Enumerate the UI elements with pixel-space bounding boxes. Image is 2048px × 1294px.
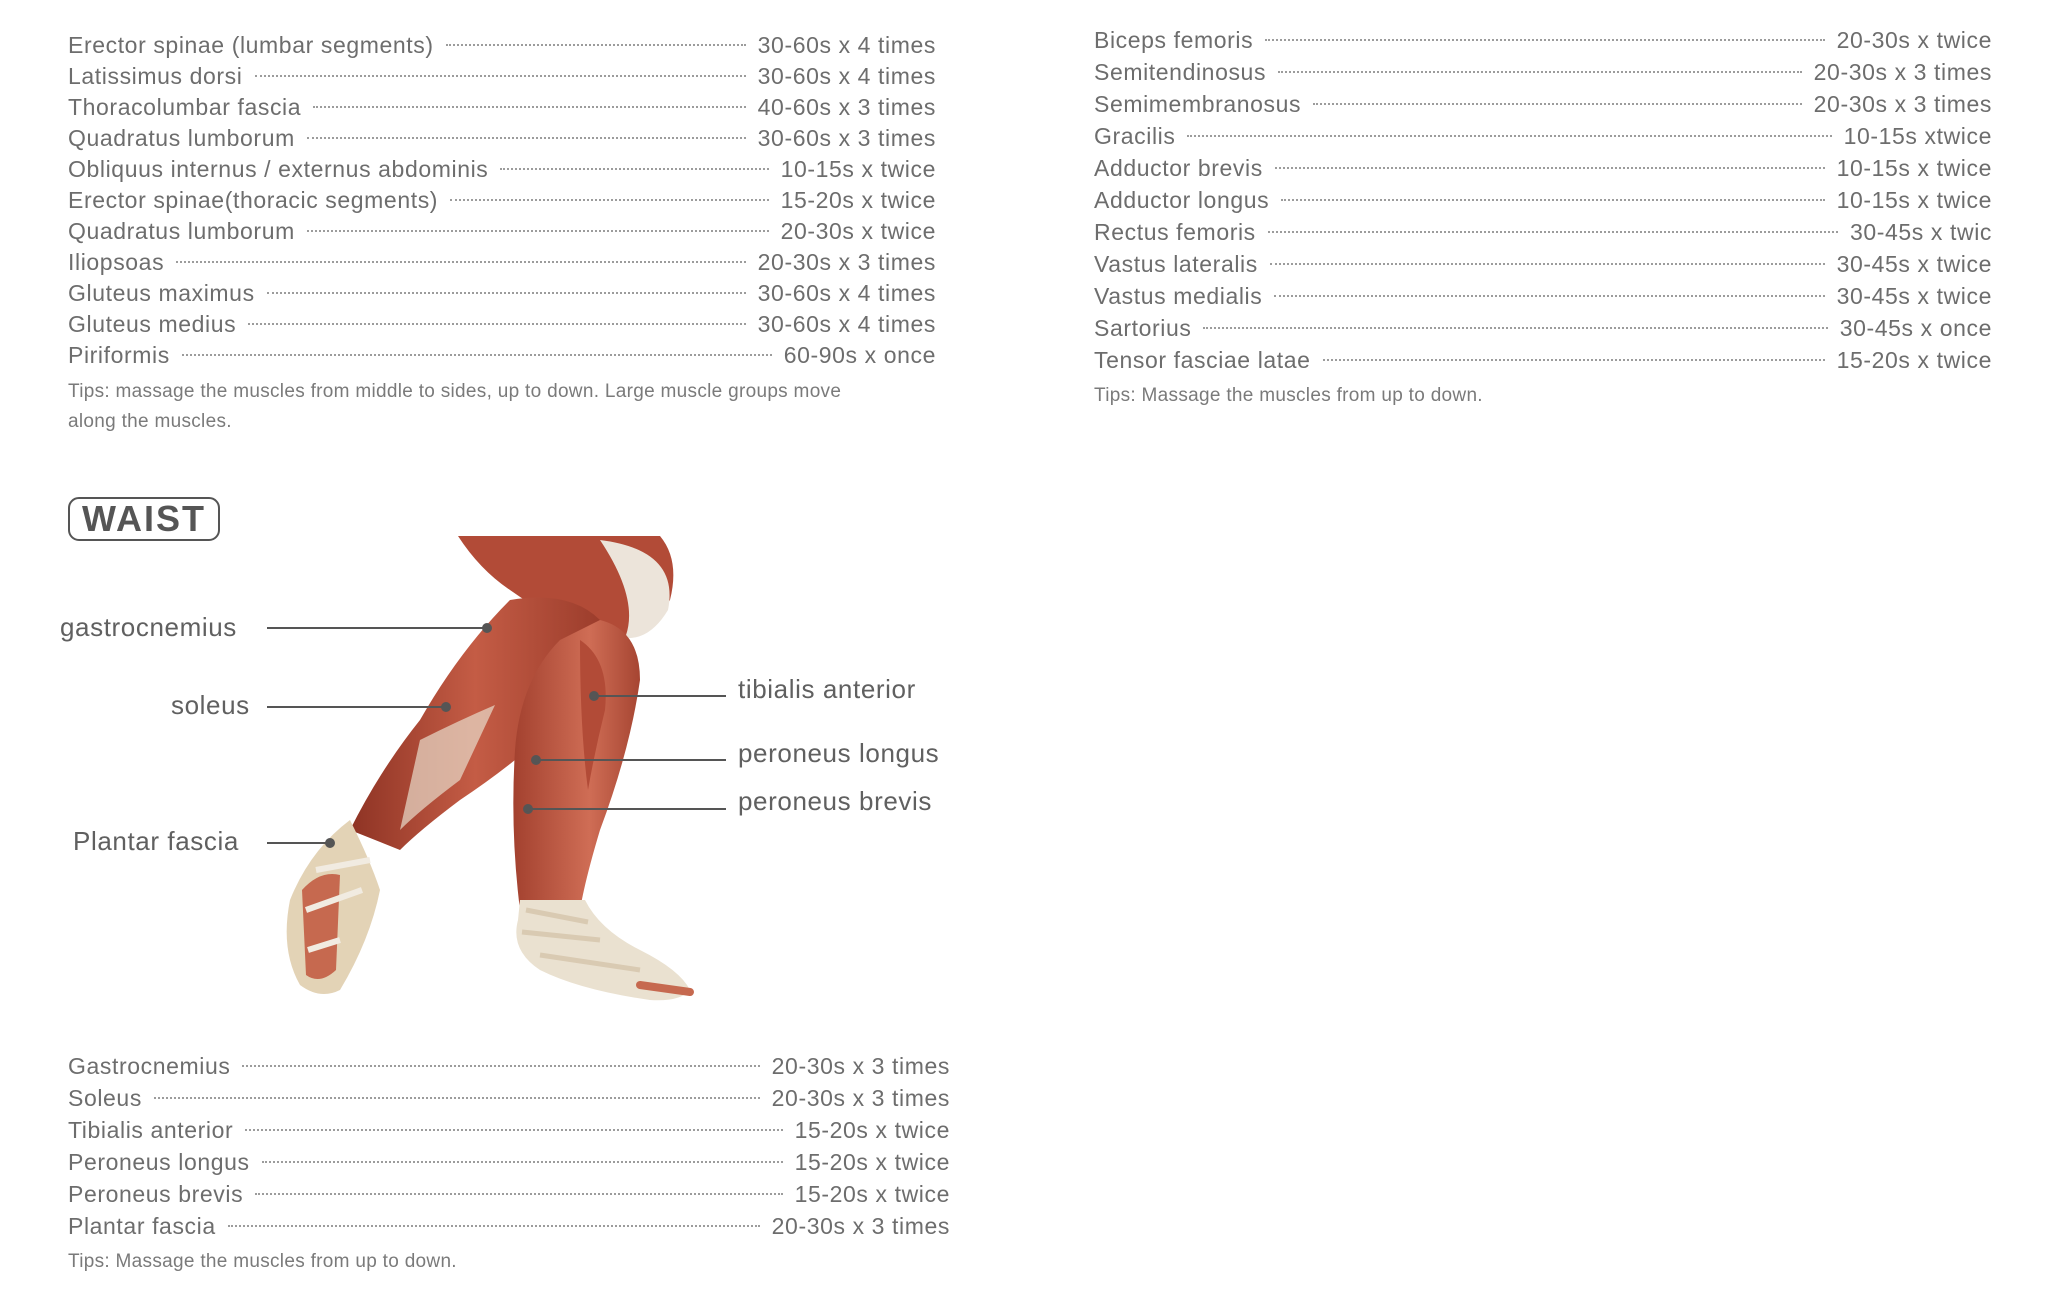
- list-item: [1094, 219, 1992, 251]
- muscle-name: Quadratus lumborum: [68, 218, 295, 244]
- dose: 20-30s x 3 times: [757, 249, 936, 275]
- dotted-leader: [255, 75, 746, 77]
- muscle-name: Obliquus internus / externus abdominis: [68, 156, 489, 182]
- dotted-leader: [1203, 327, 1827, 329]
- dose: 60-90s x once: [783, 342, 936, 368]
- tip-line: Tips: massage the muscles from middle to sides, up to down. Large muscle groups move: [68, 381, 842, 402]
- dose: 10-15s x twice: [1836, 155, 1992, 181]
- muscle-name: Gluteus medius: [68, 311, 237, 337]
- dotted-leader: [307, 137, 746, 139]
- list-item: [68, 342, 936, 373]
- list-item: [68, 218, 936, 249]
- dotted-leader: [1187, 135, 1831, 137]
- list-item: [1094, 251, 1992, 283]
- dose: 20-30s x 3 times: [771, 1085, 950, 1111]
- list-item: [1094, 91, 1992, 123]
- dotted-leader: [182, 354, 772, 356]
- list-item: [68, 32, 936, 63]
- dose: 10-15s x twice: [1836, 187, 1992, 213]
- dotted-leader: [1268, 231, 1838, 233]
- dose: 30-45s x twic: [1849, 219, 1992, 245]
- dose: 10-15s x twice: [780, 156, 936, 182]
- list-item: [1094, 27, 1992, 59]
- dose: 30-60s x 4 times: [757, 311, 936, 337]
- muscle-name: Sartorius: [1094, 315, 1192, 341]
- list-item: [68, 1213, 950, 1245]
- dose: 15-20s x twice: [1836, 347, 1992, 373]
- dotted-leader: [450, 199, 769, 201]
- dotted-leader: [154, 1097, 760, 1099]
- list-item: [68, 63, 936, 94]
- list-item: [68, 1053, 950, 1085]
- list-item: [1094, 123, 1992, 155]
- dose: 30-45s x twice: [1836, 283, 1992, 309]
- dotted-leader: [242, 1065, 759, 1067]
- dose: 20-30s x 3 times: [771, 1213, 950, 1239]
- dose: 20-30s x 3 times: [1813, 91, 1992, 117]
- list-item: [1094, 59, 1992, 91]
- label-peroneus-brevis: peroneus brevis: [738, 786, 932, 816]
- dose: 30-45s x twice: [1836, 251, 1992, 277]
- muscle-name: Vastus lateralis: [1094, 251, 1258, 277]
- muscle-name: Soleus: [68, 1085, 142, 1111]
- dose: 15-20s x twice: [794, 1149, 950, 1175]
- dotted-leader: [313, 106, 746, 108]
- dose: 30-45s x once: [1839, 315, 1992, 341]
- dotted-leader: [307, 230, 769, 232]
- tip-text: Tips: Massage the muscles from up to down.: [68, 1251, 457, 1272]
- dose: 20-30s x 3 times: [771, 1053, 950, 1079]
- front-leg-shape: [513, 620, 690, 1000]
- dose: 15-20s x twice: [794, 1181, 950, 1207]
- list-item: [1094, 187, 1992, 219]
- tip-text: [68, 377, 936, 437]
- label-tibialis-anterior: tibialis anterior: [738, 674, 916, 704]
- list-item: [68, 1085, 950, 1117]
- dotted-leader: [1281, 199, 1824, 201]
- muscle-name: Vastus medialis: [1094, 283, 1263, 309]
- list-item: [1094, 347, 1992, 379]
- dose: 30-60s x 4 times: [757, 32, 936, 58]
- muscle-name: Semimembranosus: [1094, 91, 1302, 117]
- dotted-leader: [446, 44, 746, 46]
- tip-line: along the muscles.: [68, 411, 232, 432]
- list-item: [68, 156, 936, 187]
- dose: 15-20s x twice: [794, 1117, 950, 1143]
- section-tag: WAIST: [68, 497, 220, 541]
- dotted-leader: [1313, 103, 1802, 105]
- list-item: [1094, 315, 1992, 347]
- muscle-name: Piriformis: [68, 342, 170, 368]
- list-item: [68, 1117, 950, 1149]
- dotted-leader: [1274, 295, 1824, 297]
- muscle-name: Plantar fascia: [68, 1213, 216, 1239]
- muscle-name: Gastrocnemius: [68, 1053, 231, 1079]
- muscle-name: Iliopsoas: [68, 249, 165, 275]
- dotted-leader: [248, 323, 745, 325]
- dose: 30-60s x 4 times: [757, 280, 936, 306]
- muscle-name: Tensor fasciae latae: [1094, 347, 1311, 373]
- dotted-leader: [500, 168, 768, 170]
- dotted-leader: [267, 292, 746, 294]
- muscle-name: Gluteus maximus: [68, 280, 255, 306]
- dotted-leader: [245, 1129, 782, 1131]
- dotted-leader: [1270, 263, 1825, 265]
- list-item: [68, 249, 936, 280]
- dose: 20-30s x 3 times: [1813, 59, 1992, 85]
- list-item: [68, 187, 936, 218]
- dose: 30-60s x 4 times: [757, 63, 936, 89]
- muscle-name: Peroneus brevis: [68, 1181, 244, 1207]
- list-item: [68, 94, 936, 125]
- dotted-leader: [228, 1225, 760, 1227]
- dotted-leader: [262, 1161, 783, 1163]
- list-item: [68, 311, 936, 342]
- muscle-name: Latissimus dorsi: [68, 63, 243, 89]
- back-muscle-list: [68, 32, 936, 437]
- muscle-name: Rectus femoris: [1094, 219, 1256, 245]
- dose: 40-60s x 3 times: [757, 94, 936, 120]
- label-soleus: soleus: [171, 690, 250, 720]
- muscle-name: Gracilis: [1094, 123, 1176, 149]
- muscle-name: Erector spinae(thoracic segments): [68, 187, 439, 213]
- dotted-leader: [1275, 167, 1825, 169]
- list-item: [68, 1149, 950, 1181]
- dose: 30-60s x 3 times: [757, 125, 936, 151]
- muscle-name: Thoracolumbar fascia: [68, 94, 302, 120]
- dose: 10-15s xtwice: [1843, 123, 1992, 149]
- label-plantar-fascia: Plantar fascia: [73, 826, 239, 856]
- list-item: [68, 280, 936, 311]
- dose: 20-30s x twice: [1836, 27, 1992, 53]
- muscle-name: Adductor longus: [1094, 187, 1270, 213]
- dotted-leader: [255, 1193, 782, 1195]
- muscle-name: Peroneus longus: [68, 1149, 250, 1175]
- leg-muscle-list: [68, 1053, 950, 1277]
- muscle-name: Adductor brevis: [1094, 155, 1263, 181]
- list-item: [68, 125, 936, 156]
- dotted-leader: [176, 261, 745, 263]
- muscle-name: Tibialis anterior: [68, 1117, 234, 1143]
- list-item: [1094, 283, 1992, 315]
- list-item: [68, 1181, 950, 1213]
- dose: 15-20s x twice: [780, 187, 936, 213]
- label-peroneus-longus: peroneus longus: [738, 738, 940, 768]
- dotted-leader: [1265, 39, 1824, 41]
- label-gastrocnemius: gastrocnemius: [60, 612, 237, 642]
- muscle-name: Erector spinae (lumbar segments): [68, 32, 434, 58]
- muscle-name: Quadratus lumborum: [68, 125, 295, 151]
- muscle-name: Biceps femoris: [1094, 27, 1254, 53]
- thigh-muscle-list: [1094, 27, 1992, 411]
- dotted-leader: [1278, 71, 1802, 73]
- tip-text: Tips: Massage the muscles from up to down.: [1094, 385, 1483, 406]
- dose: 20-30s x twice: [780, 218, 936, 244]
- dotted-leader: [1323, 359, 1825, 361]
- muscle-name: Semitendinosus: [1094, 59, 1267, 85]
- list-item: [1094, 155, 1992, 187]
- leg-anatomy-illustration: [40, 530, 1000, 1030]
